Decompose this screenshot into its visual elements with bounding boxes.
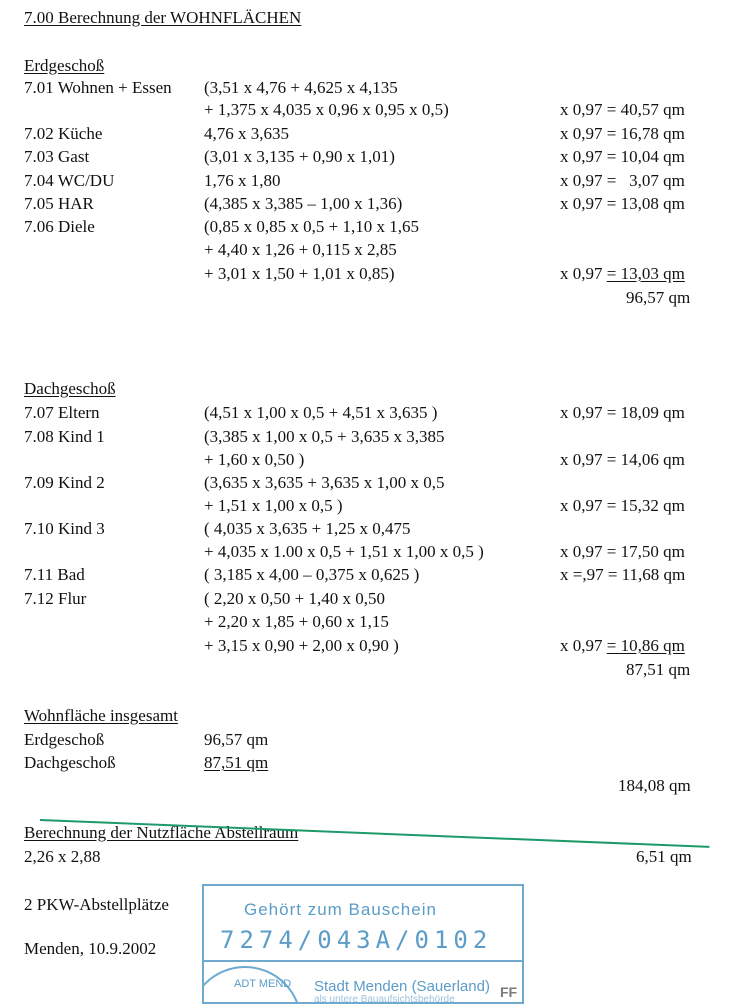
row-formula: + 4,035 x 1.00 x 0,5 + 1,51 x 1,00 x 0,5 ): [204, 542, 484, 561]
subtotal-dachgeschoss: 87,51 qm: [626, 660, 691, 679]
row-formula: + 1,60 x 0,50 ): [204, 450, 305, 469]
summary-dg-label: Dachgeschoß: [24, 753, 116, 772]
row-formula: (3,51 x 4,76 + 4,625 x 4,135: [204, 78, 398, 97]
row-label: 7.01 Wohnen + Essen: [24, 78, 172, 97]
row-label: 7.02 Küche: [24, 124, 103, 143]
summary-eg-value: 96,57 qm: [204, 730, 269, 749]
summary-total: 184,08 qm: [618, 776, 691, 795]
row-result: x 0,97 = 3,07 qm: [560, 171, 685, 190]
subtotal-erdgeschoss: 96,57 qm: [626, 288, 691, 307]
row-label: 7.10 Kind 3: [24, 519, 105, 538]
section-heading-erdgeschoss: Erdgeschoß: [24, 56, 105, 75]
row-result: x 0,97 = 10,04 qm: [560, 147, 685, 166]
row-formula: (4,51 x 1,00 x 0,5 + 4,51 x 3,635 ): [204, 403, 438, 422]
stamp-number: 7274/043A/0102: [220, 926, 493, 954]
row-formula: (3,01 x 3,135 + 0,90 x 1,01): [204, 147, 395, 166]
stamp-authority: Stadt Menden (Sauerland): [314, 978, 490, 995]
row-result: [560, 636, 685, 656]
row-formula: ( 3,185 x 4,00 – 0,375 x 0,625 ): [204, 565, 420, 584]
row-label: 7.09 Kind 2: [24, 473, 105, 492]
row-label: 7.12 Flur: [24, 589, 87, 608]
row-result: x 0,97 = 13,08 qm: [560, 194, 685, 213]
row-formula: 1,76 x 1,80: [204, 171, 281, 190]
row-formula: + 3,01 x 1,50 + 1,01 x 0,85): [204, 264, 395, 283]
nutzflaeche-result: 6,51 qm: [636, 847, 692, 866]
stamp-divider: [204, 960, 522, 962]
row-label: 7.03 Gast: [24, 147, 90, 166]
row-formula: + 4,40 x 1,26 + 0,115 x 2,85: [204, 240, 397, 259]
row-formula: + 1,51 x 1,00 x 0,5 ): [204, 496, 343, 515]
row-label: 7.08 Kind 1: [24, 427, 105, 446]
row-result: x 0,97 = 18,09 qm: [560, 403, 685, 422]
row-result: x 0,97 = 40,57 qm: [560, 100, 685, 119]
seal-text: ADT MEND: [234, 978, 292, 990]
row-formula: (3,385 x 1,00 x 0,5 + 3,635 x 3,385: [204, 427, 445, 446]
place-date: Menden, 10.9.2002: [24, 939, 157, 958]
nutzflaeche-heading: Berechnung der Nutzfläche Abstellraum: [24, 823, 299, 842]
parking-text: 2 PKW-Abstellplätze: [24, 895, 169, 914]
approval-stamp: [202, 884, 524, 1004]
row-formula: ( 4,035 x 3,635 + 1,25 x 0,475: [204, 519, 411, 538]
row-result: x 0,97 = 17,50 qm: [560, 542, 685, 561]
row-result: x 0,97 = 16,78 qm: [560, 124, 685, 143]
row-formula: 4,76 x 3,635: [204, 124, 289, 143]
row-formula: (3,635 x 3,635 + 3,635 x 1,00 x 0,5: [204, 473, 445, 492]
section-heading-dachgeschoss: Dachgeschoß: [24, 379, 116, 398]
stamp-line1: Gehört zum Bauschein: [244, 900, 437, 919]
page-title: 7.00 Berechnung der WOHNFLÄCHEN: [24, 8, 302, 27]
result-prefix: x 0,97: [560, 636, 607, 655]
summary-eg-label: Erdgeschoß: [24, 730, 105, 749]
row-label: 7.05 HAR: [24, 194, 94, 213]
row-result: [560, 264, 685, 284]
result-underlined: = 13,03 qm: [606, 264, 685, 283]
row-label: 7.07 Eltern: [24, 403, 100, 422]
stamp-authority-sub: als untere Bauaufsichtsbehörde: [314, 994, 455, 1004]
row-label: 7.04 WC/DU: [24, 171, 115, 190]
row-formula: (0,85 x 0,85 x 0,5 + 1,10 x 1,65: [204, 217, 419, 236]
stamp-mark: FF: [500, 984, 518, 1000]
result-underlined: = 10,86 qm: [606, 636, 685, 655]
result-prefix: x 0,97: [560, 264, 607, 283]
row-formula: ( 2,20 x 0,50 + 1,40 x 0,50: [204, 589, 385, 608]
summary-heading: Wohnfläche insgesamt: [24, 706, 178, 725]
row-result: x 0,97 = 14,06 qm: [560, 450, 685, 469]
row-formula: + 3,15 x 0,90 + 2,00 x 0,90 ): [204, 636, 399, 655]
row-label: 7.11 Bad: [24, 565, 85, 584]
summary-dg-value: 87,51 qm: [204, 753, 269, 772]
nutzflaeche-formula: 2,26 x 2,88: [24, 847, 101, 866]
row-formula: + 2,20 x 1,85 + 0,60 x 1,15: [204, 612, 389, 631]
row-label: 7.06 Diele: [24, 217, 95, 236]
row-formula: (4,385 x 3,385 – 1,00 x 1,36): [204, 194, 403, 213]
row-result: x =,97 = 11,68 qm: [560, 565, 686, 584]
row-result: x 0,97 = 15,32 qm: [560, 496, 685, 515]
row-formula: + 1,375 x 4,035 x 0,96 x 0,95 x 0,5): [204, 100, 449, 119]
